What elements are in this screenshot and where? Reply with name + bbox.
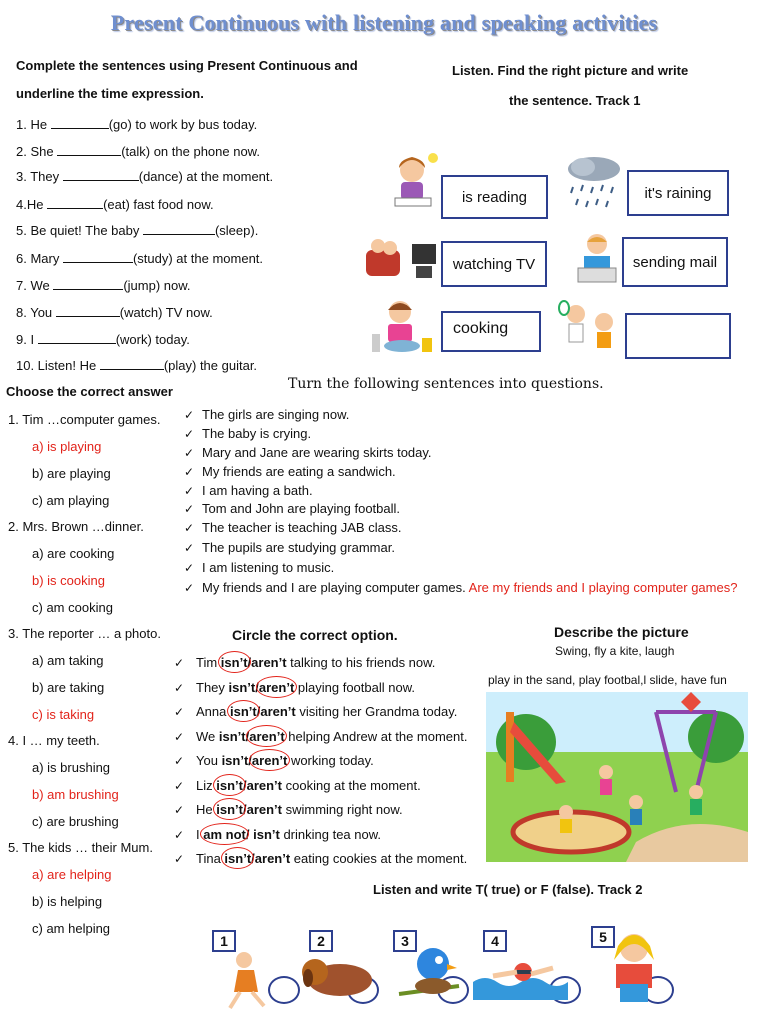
question-item: [184, 520, 401, 535]
exercise-item: [16, 222, 258, 238]
section1-instruction-1: Complete the sentences using Present Continuous and: [16, 58, 358, 73]
answer-option[interactable]: c) am playing: [32, 493, 110, 508]
rest-text: eating cookies at the moment.: [290, 851, 468, 866]
answer-option[interactable]: a) am taking: [32, 653, 104, 668]
subject-text: You: [196, 753, 222, 768]
section6-title: Listen and write T( true) or F (false). Track 2: [373, 882, 643, 897]
answer-option[interactable]: c) is taking: [32, 707, 95, 722]
item-prefix: 9. I: [16, 332, 38, 347]
exercise-item: [16, 250, 263, 266]
question-item: [184, 540, 395, 555]
circle-item: [174, 802, 403, 817]
swimmer-illustration: [473, 950, 568, 1000]
option-b[interactable]: aren’t: [246, 802, 282, 817]
item-prefix: 3. They: [16, 169, 63, 184]
sentence-text: The girls are singing now.: [202, 407, 350, 422]
section5-title: Describe the picture: [554, 624, 689, 640]
item-suffix: (sleep).: [214, 223, 259, 238]
answer-box-2[interactable]: [627, 170, 729, 216]
answer-blank[interactable]: [51, 116, 109, 129]
slash: /: [248, 753, 252, 768]
answer-circle-mark: [249, 749, 290, 771]
answer-box-3[interactable]: [441, 241, 547, 287]
answer-circle-mark: [246, 725, 287, 747]
running-girl-illustration: [214, 948, 286, 1014]
question-item: [184, 407, 349, 422]
answer-option[interactable]: b) am brushing: [32, 787, 119, 802]
section5-words-1: Swing, fly a kite, laugh: [555, 644, 675, 658]
answer-option[interactable]: b) are playing: [32, 466, 111, 481]
circle-item: [174, 827, 381, 842]
exercise-item: [16, 116, 257, 132]
number-label: 4: [483, 930, 507, 952]
item-suffix: (study) at the moment.: [132, 251, 264, 266]
item-prefix: 2. She: [16, 144, 58, 159]
reading-girl-illustration: [385, 152, 440, 217]
option-a[interactable]: isn’t: [224, 851, 251, 866]
answer-option[interactable]: b) are taking: [32, 680, 105, 695]
answer-blank[interactable]: [56, 304, 120, 317]
exercise-item: [16, 331, 190, 347]
check-icon: ✓: [174, 803, 185, 817]
rest-text: playing football now.: [294, 680, 415, 695]
subject-text: They: [196, 680, 229, 695]
answer-option[interactable]: a) are cooking: [32, 546, 115, 561]
item-prefix: 10. Listen! He: [16, 358, 100, 373]
tennis-kids-illustration: [558, 300, 624, 356]
sleeping-dog-illustration: [300, 950, 375, 1000]
item-prefix: 1. He: [16, 117, 51, 132]
exercise-item: [16, 277, 191, 293]
option-a[interactable]: isn’t: [216, 778, 243, 793]
item-prefix: 4.He: [16, 197, 48, 212]
check-icon: ✓: [184, 521, 195, 535]
check-icon: ✓: [184, 446, 195, 460]
slash: /: [242, 802, 247, 817]
number-label: 5: [591, 926, 615, 948]
question-item: [184, 464, 396, 479]
answer-text-4: sending mail: [632, 253, 718, 271]
exercise-item: [16, 357, 257, 373]
answer-option[interactable]: b) is helping: [32, 894, 103, 909]
subject-text: Anna: [196, 704, 230, 719]
subject-text: Tina: [196, 851, 225, 866]
subject-text: Liz: [196, 778, 217, 793]
check-icon: ✓: [184, 408, 195, 422]
bird-illustration: [393, 942, 463, 1006]
slash: /: [245, 827, 250, 842]
option-a[interactable]: isn’t: [230, 704, 257, 719]
item-suffix: (play) the guitar.: [163, 358, 258, 373]
question-text: 5. The kids … their Mum.: [8, 840, 153, 855]
rest-text: working today.: [287, 753, 374, 768]
answer-circle-mark: [213, 798, 246, 820]
option-a[interactable]: isn’t: [216, 802, 243, 817]
check-icon: ✓: [174, 730, 185, 744]
item-prefix: 6. Mary: [16, 251, 63, 266]
subject-text: I: [196, 827, 204, 842]
answer-option[interactable]: a) is brushing: [32, 760, 111, 775]
question-text: 2. Mrs. Brown …dinner.: [8, 519, 144, 534]
option-b[interactable]: aren’t: [260, 704, 296, 719]
rain-cloud-illustration: [563, 155, 625, 217]
number-label: 1: [212, 930, 236, 952]
option-b[interactable]: aren’t: [249, 729, 284, 744]
number-label: 2: [309, 930, 333, 952]
answer-box-1[interactable]: [441, 175, 548, 219]
check-icon: ✓: [184, 465, 195, 479]
answer-blank[interactable]: [57, 143, 121, 156]
question-item: [184, 580, 737, 595]
slash: /: [256, 704, 261, 719]
answer-circle-mark: [213, 774, 246, 796]
answer-text-2: it's raining: [644, 184, 712, 202]
computer-boy-illustration: [572, 232, 622, 284]
item-suffix: (jump) now.: [123, 278, 191, 293]
slash: /: [255, 680, 259, 695]
section4-title: Circle the correct option.: [232, 627, 398, 643]
section3-title: Turn the following sentences into questions.: [288, 376, 604, 392]
option-a[interactable]: isn’t: [228, 680, 256, 695]
answer-text-3: watching TV: [452, 255, 536, 273]
number-label: 3: [393, 930, 417, 952]
item-suffix: (work) today.: [115, 332, 190, 347]
subject-text: Tim: [196, 655, 221, 670]
answer-option[interactable]: b) is cooking: [32, 573, 105, 588]
check-icon: ✓: [184, 541, 195, 555]
sentence-text: The pupils are studying grammar.: [202, 540, 395, 555]
check-icon: ✓: [174, 828, 185, 842]
circle-item: [174, 753, 374, 768]
sentence-text: My friends are eating a sandwich.: [202, 464, 396, 479]
answer-text-1: is reading: [461, 188, 528, 206]
page-title: Present Continuous with listening and speaking activities: [110, 10, 658, 35]
answer-text-5: cooking: [453, 320, 509, 337]
subject-text: He: [196, 802, 217, 817]
sentence-text: I am having a bath.: [202, 483, 313, 498]
section5-words-2: play in the sand, play footbal,l slide, have fun: [488, 673, 727, 687]
answer-blank[interactable]: [53, 277, 123, 290]
exercise-item: [16, 143, 260, 159]
playground-illustration: [486, 692, 748, 862]
answer-blank[interactable]: [100, 357, 164, 370]
check-icon: ✓: [174, 681, 185, 695]
section2-title: Choose the correct answer: [6, 384, 173, 399]
answer-option[interactable]: c) am helping: [32, 921, 111, 936]
circle-item: [174, 851, 467, 866]
answer-blank[interactable]: [63, 168, 139, 181]
check-icon: ✓: [184, 502, 195, 516]
answer-option[interactable]: c) am cooking: [32, 600, 113, 615]
example-answer: Are my friends and I playing computer games?: [468, 580, 738, 595]
sentence-text: The baby is crying.: [202, 426, 312, 441]
question-item: [184, 560, 334, 575]
rest-text: talking to his friends now.: [286, 655, 436, 670]
slash: /: [245, 729, 250, 744]
circle-item: [174, 680, 415, 695]
sentence-text: My friends and I are playing computer games.: [202, 580, 466, 595]
check-icon: ✓: [174, 754, 185, 768]
watching-tv-illustration: [366, 236, 438, 282]
sentence-text: I am listening to music.: [202, 560, 335, 575]
check-icon: ✓: [184, 427, 195, 441]
answer-option[interactable]: c) are brushing: [32, 814, 119, 829]
check-icon: ✓: [174, 852, 185, 866]
question-item: [184, 445, 432, 460]
question-item: [184, 501, 400, 516]
cooking-girl-illustration: [370, 298, 434, 356]
circle-item: [174, 655, 435, 670]
question-text: 4. I … my teeth.: [8, 733, 100, 748]
answer-box-4[interactable]: [622, 237, 728, 287]
check-icon: ✓: [174, 656, 185, 670]
sentence-text: Tom and John are playing football.: [202, 501, 401, 516]
slash: /: [251, 851, 255, 866]
option-b[interactable]: aren’t: [246, 778, 282, 793]
answer-option[interactable]: a) are helping: [32, 867, 112, 882]
slash: /: [247, 655, 252, 670]
circle-item: [174, 729, 468, 744]
answer-blank[interactable]: [143, 222, 215, 235]
option-a[interactable]: am not: [203, 827, 246, 842]
check-icon: ✓: [184, 484, 195, 498]
sentence-text: Mary and Jane are wearing skirts today.: [202, 445, 432, 460]
question-text: 1. Tim …computer games.: [8, 412, 161, 427]
answer-circle-mark: [221, 847, 254, 869]
item-suffix: (talk) on the phone now.: [121, 144, 260, 159]
option-a[interactable]: isn’t: [221, 753, 249, 768]
answer-box-6[interactable]: [625, 313, 731, 359]
answer-option[interactable]: a) is playing: [32, 439, 102, 454]
rest-text: swimming right now.: [282, 802, 403, 817]
question-item: [184, 426, 311, 441]
exercise-item: [16, 196, 214, 212]
subject-text: We: [196, 729, 219, 744]
question-text: 3. The reporter … a photo.: [8, 626, 161, 641]
option-b[interactable]: aren’t: [259, 680, 294, 695]
item-prefix: 5. Be quiet! The baby: [16, 223, 143, 238]
check-icon: ✓: [184, 561, 195, 575]
check-icon: ✓: [174, 779, 185, 793]
option-a[interactable]: isn’t: [218, 729, 246, 744]
listening1-instruction-1: Listen. Find the right picture and write: [452, 63, 689, 78]
option-a[interactable]: isn’t: [221, 655, 248, 670]
rest-text: drinking tea now.: [279, 827, 382, 842]
answer-blank[interactable]: [63, 250, 133, 263]
exercise-item: [16, 304, 213, 320]
answer-circle-mark: [227, 700, 260, 722]
sentence-text: The teacher is teaching JAB class.: [202, 520, 402, 535]
option-b[interactable]: aren’t: [251, 655, 287, 670]
item-suffix: (dance) at the moment.: [138, 169, 274, 184]
answer-blank[interactable]: [38, 331, 116, 344]
reading-child-illustration: [596, 930, 666, 1008]
circle-item: [174, 778, 421, 793]
item-suffix: (go) to work by bus today.: [108, 117, 258, 132]
item-prefix: 7. We: [16, 278, 54, 293]
answer-circle-mark: [218, 651, 251, 673]
option-b[interactable]: aren’t: [252, 753, 287, 768]
check-icon: ✓: [184, 581, 195, 595]
item-suffix: (eat) fast food now.: [103, 197, 214, 212]
question-item: [184, 483, 313, 498]
answer-circle-mark: [200, 823, 249, 845]
listening1-instruction-2: the sentence. Track 1: [509, 93, 641, 108]
answer-box-5[interactable]: [441, 311, 541, 352]
circle-item: [174, 704, 457, 719]
rest-text: helping Andrew at the moment.: [284, 729, 468, 744]
answer-blank[interactable]: [47, 196, 103, 209]
option-b[interactable]: isn’t: [249, 827, 280, 842]
option-b[interactable]: aren’t: [254, 851, 291, 866]
exercise-item: [16, 168, 273, 184]
rest-text: cooking at the moment.: [282, 778, 421, 793]
answer-circle-mark: [256, 676, 297, 698]
rest-text: visiting her Grandma today.: [295, 704, 458, 719]
check-icon: ✓: [174, 705, 185, 719]
slash: /: [242, 778, 247, 793]
item-prefix: 8. You: [16, 305, 56, 320]
section1-instruction-2: underline the time expression.: [16, 86, 204, 101]
item-suffix: (watch) TV now.: [119, 305, 213, 320]
